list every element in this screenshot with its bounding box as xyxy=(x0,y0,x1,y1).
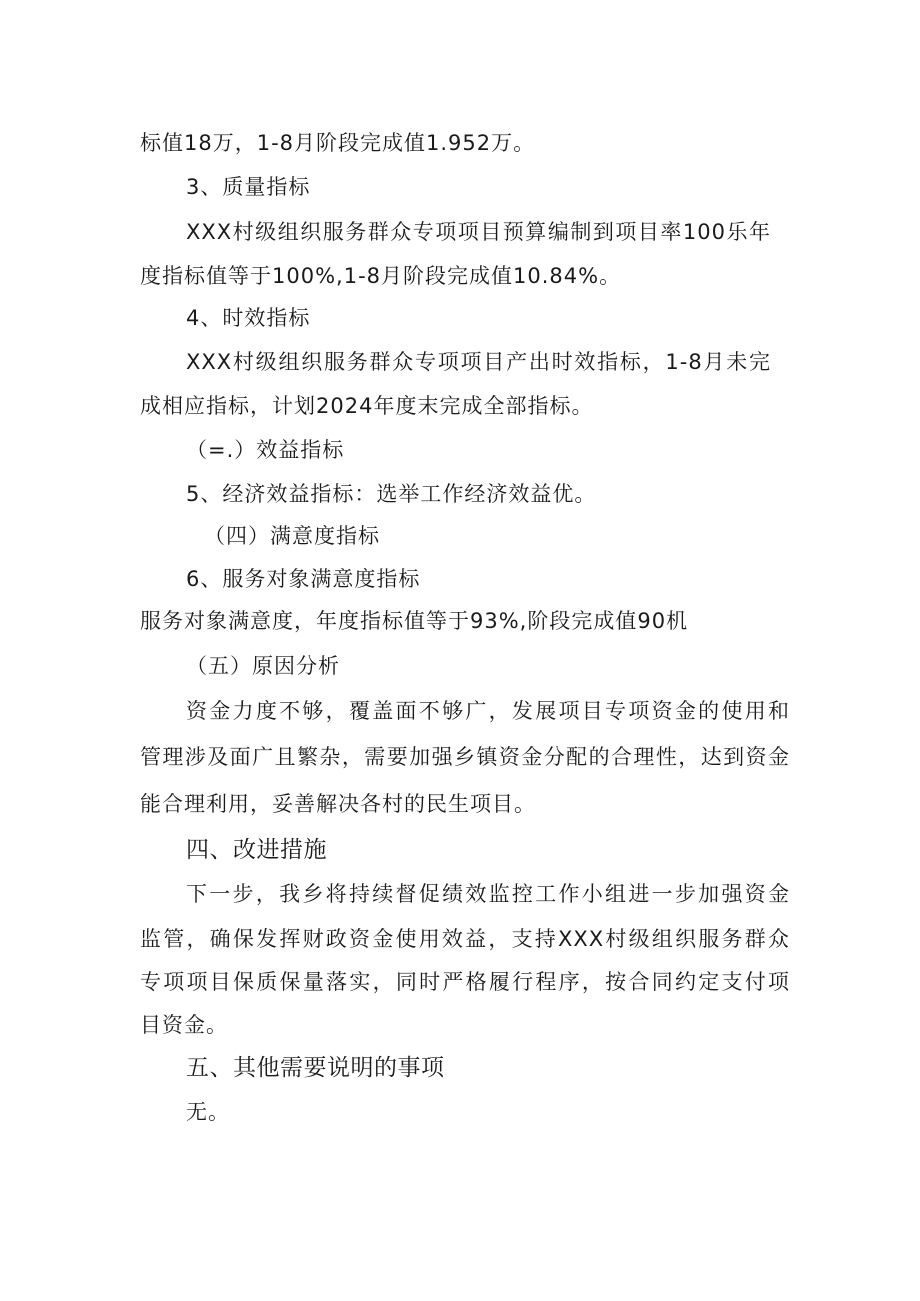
text-line: 资金力度不够，覆盖面不够广，发展项目专项资金的使用和 xyxy=(186,699,790,723)
text-line: 下一步，我乡将持续督促绩效监控工作小组进一步加强资金 xyxy=(186,882,790,906)
text-line: XXX村级组织服务群众专项项目预算编制到项目率100乐年 xyxy=(186,220,771,244)
text-line: 能合理利用，妥善解决各村的民生项目。 xyxy=(140,792,536,816)
text-line: 标值18万，1-8月阶段完成值1.952万。 xyxy=(140,131,536,155)
text-line: XXX村级组织服务群众专项项目产出时效指标，1-8月未完 xyxy=(186,350,771,374)
subheading-cause-analysis: （五）原因分析 xyxy=(186,654,340,678)
subheading-benefit-indicator: （=.）效益指标 xyxy=(186,438,345,462)
subheading-satisfaction-indicator: （四）满意度指标 xyxy=(204,524,380,548)
subheading-service-satisfaction: 6、服务对象满意度指标 xyxy=(186,567,421,591)
text-line: 度指标值等于100%,1-8月阶段完成值10.84%。 xyxy=(140,264,622,288)
text-line: 5、经济效益指标：选举工作经济效益优。 xyxy=(186,482,597,506)
text-line: 目资金。 xyxy=(140,1013,228,1037)
text-line: 管理涉及面广且繁杂，需要加强乡镇资金分配的合理性，达到资金 xyxy=(140,745,790,769)
section-heading-other-matters: 五、其他需要说明的事项 xyxy=(186,1055,445,1081)
text-line: 成相应指标，计划2024年度末完成全部指标。 xyxy=(140,394,594,418)
subheading-quality-indicator: 3、质量指标 xyxy=(186,175,311,199)
subheading-timeliness-indicator: 4、时效指标 xyxy=(186,306,311,330)
text-line: 监管，确保发挥财政资金使用效益，支持XXX村级组织服务群众 xyxy=(140,927,790,951)
text-line: 专项项目保质保量落实，同时严格履行程序，按合同约定支付项 xyxy=(140,970,790,994)
section-heading-improvement: 四、改进措施 xyxy=(186,837,327,863)
text-line: 无。 xyxy=(186,1100,230,1124)
text-line: 服务对象满意度，年度指标值等于93%,阶段完成值90机 xyxy=(140,609,689,633)
